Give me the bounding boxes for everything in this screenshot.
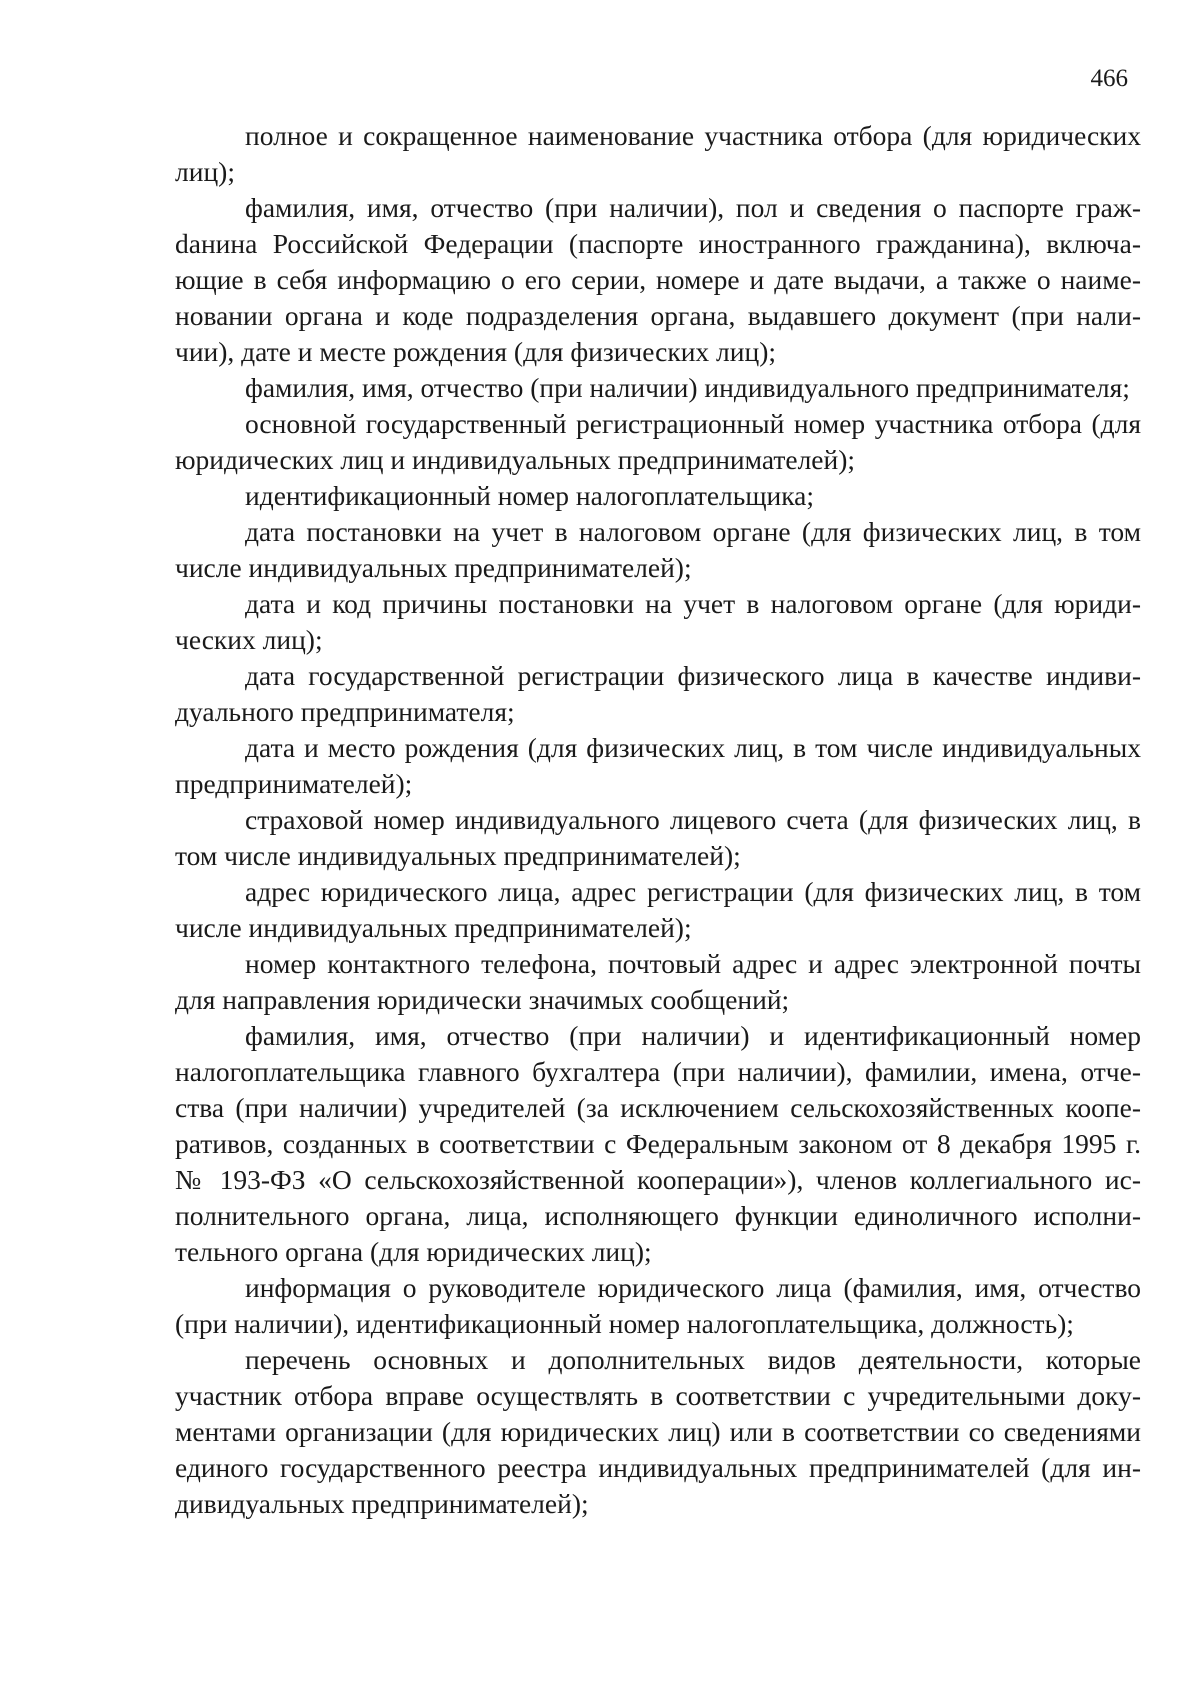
page-number: 466 xyxy=(1090,65,1128,92)
paragraph: фамилия, имя, отчество (при наличии) и идентификационный номер налогоплательщика главного бухгалтера (при наличии), фамилии, имена, отчества (при наличии) учредителей (за исключением сельскохозяйственных кооперативов, созданных в соответствии с Федеральным законом от 8 декабря 1995 г. № 193-ФЗ «О сельскохозяйственной кооперации»), членов коллегиального исполнительного органа, лица, исполняющего функции единоличного исполнительного органа (для юридических лиц); xyxy=(175,1020,1141,1267)
paragraph: полное и сокращенное наименование участника отбора (для юридических лиц); xyxy=(175,120,1141,187)
paragraph: адрес юридического лица, адрес регистрации (для физических лиц, в том числе индивидуальных предпринимателей); xyxy=(175,876,1141,943)
paragraph: номер контактного телефона, почтовый адрес и адрес электронной почты для направления юридически значимых сообщений; xyxy=(175,948,1141,1015)
paragraph: дата постановки на учет в налоговом органе (для физических лиц, в том числе индивидуальных предпринимателей); xyxy=(175,516,1141,583)
paragraph: фамилия, имя, отчество (при наличии) индивидуального предпринимателя; xyxy=(245,372,1130,403)
paragraph: информация о руководителе юридического лица (фамилия, имя, отчество (при наличии), идентификационный номер налогоплательщика, должность); xyxy=(175,1272,1141,1339)
paragraph: страховой номер индивидуального лицевого счета (для физических лиц, в том числе индивидуальных предпринимателей); xyxy=(175,804,1141,871)
paragraph: дата и место рождения (для физических лиц, в том числе индивидуальных предпринимателей); xyxy=(175,732,1141,799)
paragraph: дата государственной регистрации физического лица в качестве индивидуального предпринимателя; xyxy=(175,660,1141,727)
paragraph: идентификационный номер налогоплательщика; xyxy=(245,480,815,511)
paragraph: перечень основных и дополнительных видов деятельности, которые участник отбора вправе осуществлять в соответствии с учредительными документами организации (для юридических лиц) или в соответствии со сведениями единого государственного реестра индивидуальных предпринимателей (для индивидуальных предпринимателей); xyxy=(175,1344,1141,1519)
paragraph: фамилия, имя, отчество (при наличии), пол и сведения о паспорте гражdанина Российской Федерации (паспорте иностранного гражданина), включающие в себя информацию о его серии, номере и дате выдачи, а также о наименовании органа и коде подразделения органа, выдавшего документ (при наличии), дате и месте рождения (для физических лиц); xyxy=(175,192,1141,367)
document-body xyxy=(175,118,1141,1522)
paragraph: основной государственный регистрационный номер участника отбора (для юридических лиц и индивидуальных предпринимателей); xyxy=(175,408,1141,475)
paragraph: дата и код причины постановки на учет в налоговом органе (для юридических лиц); xyxy=(175,588,1141,655)
